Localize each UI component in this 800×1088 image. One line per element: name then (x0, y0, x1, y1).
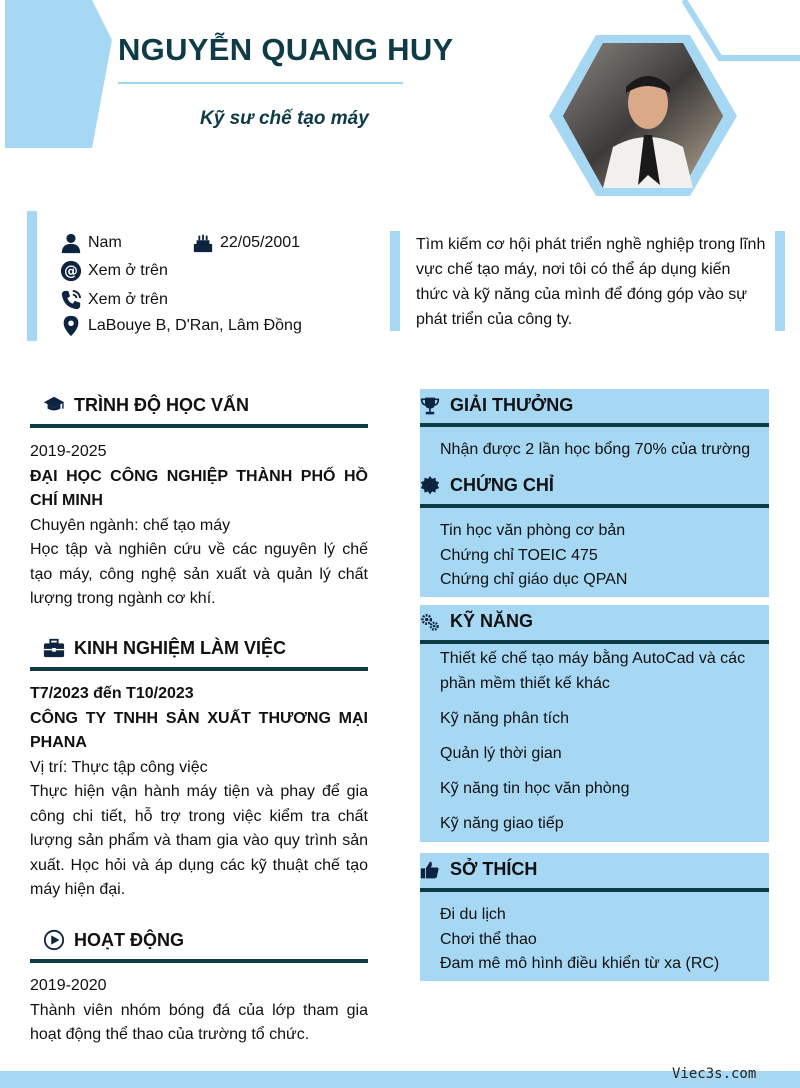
certificates-rule (420, 504, 769, 508)
education-description: Học tập và nghiên cứu về các nguyên lý chế tạo máy, công nghệ sản xuất và quản lý chất lượng trong ngành cơ khí. (30, 541, 368, 607)
list-item: Chứng chỉ TOEIC 475 (440, 546, 598, 564)
education-period: 2019-2025 (30, 443, 107, 460)
activities-rule (30, 959, 368, 963)
activities-heading (43, 929, 184, 951)
play-circle-icon (43, 929, 65, 951)
skills-heading (420, 611, 533, 632)
experience-period: T7/2023 đến T10/2023 (30, 685, 194, 702)
education-rule (30, 424, 368, 428)
experience-body (30, 682, 368, 903)
skills-list (440, 646, 770, 836)
gears-icon (420, 612, 440, 632)
map-pin-icon (60, 315, 82, 337)
contact-email (60, 260, 168, 282)
briefcase-icon (43, 637, 65, 659)
activities-title: HOẠT ĐỘNG (74, 929, 184, 950)
footer-watermark: Viec3s.com (672, 1066, 757, 1082)
awards-rule (420, 423, 769, 427)
education-title: TRÌNH ĐỘ HỌC VẤN (74, 394, 249, 415)
activities-period: 2019-2020 (30, 977, 107, 994)
candidate-name: NGUYỄN QUANG HUY (118, 32, 454, 67)
list-item: Quản lý thời gian (440, 745, 562, 762)
list-item: Kỹ năng phân tích (440, 710, 569, 727)
thumbs-up-icon (420, 860, 440, 880)
contact-gender (60, 232, 122, 254)
experience-heading (43, 637, 286, 659)
job-title: Kỹ sư chế tạo máy (200, 108, 369, 129)
hobbies-list (440, 903, 770, 977)
person-icon (60, 232, 82, 254)
education-heading (43, 394, 249, 416)
gender-value: Nam (88, 234, 122, 251)
badge-icon (420, 476, 440, 496)
list-item: Chơi thể thao (440, 930, 537, 948)
list-item: Thiết kế chế tạo máy bằng AutoCad và các phần mềm thiết kế khác (440, 650, 746, 692)
list-item: Chứng chỉ giáo dục QPAN (440, 571, 628, 588)
certificates-title: CHỨNG CHỈ (450, 475, 554, 495)
hobbies-rule (420, 888, 769, 892)
experience-position: Vị trí: Thực tập công việc (30, 758, 208, 776)
list-item: Đi du lịch (440, 906, 506, 923)
education-body (30, 440, 368, 612)
skills-rule (420, 640, 769, 644)
skills-title: KỸ NĂNG (450, 611, 534, 631)
phone-value: Xem ở trên (88, 291, 168, 308)
awards-heading (420, 395, 573, 416)
awards-list (440, 441, 770, 459)
at-icon (60, 260, 82, 282)
list-item: Tin học văn phòng cơ bản (440, 522, 626, 539)
list-item: Nhận được 2 lần học bổng 70% của trường (440, 441, 751, 458)
trophy-icon (420, 396, 440, 416)
cake-icon (192, 232, 214, 254)
certificates-list (440, 519, 770, 593)
list-item: Đam mê mô hình điều khiển từ xa (RC) (440, 955, 720, 972)
svg-text:@: @ (64, 263, 78, 280)
activities-description: Thành viên nhóm bóng đá của lớp tham gia hoạt động thể thao của trường tổ chức. (30, 1001, 368, 1043)
education-school: ĐẠI HỌC CÔNG NGHIỆP THÀNH PHỐ HỒ CHÍ MINH (30, 467, 368, 509)
list-item: Kỹ năng giao tiếp (440, 815, 564, 832)
experience-description: Thực hiện vận hành máy tiện và phay để gia công chi tiết, hỗ trợ trong việc kiểm tra chất lượng sản phẩm và tham gia vào quy trình sản xuất. Học hỏi và áp dụng các kỹ thuật chế tạo máy hiện đại. (30, 783, 368, 898)
education-major: Chuyên ngành: chế tạo máy (30, 516, 231, 534)
phone-icon (60, 289, 82, 311)
graduation-cap-icon (43, 394, 65, 416)
experience-company: CÔNG TY TNHH SẢN XUẤT THƯƠNG MẠI PHANA (30, 709, 368, 751)
list-item: Kỹ năng tin học văn phòng (440, 780, 630, 797)
hobbies-title: SỞ THÍCH (450, 859, 538, 879)
email-value: Xem ở trên (88, 262, 168, 279)
contact-birthday (192, 232, 300, 254)
top-left-decoration (0, 0, 115, 150)
birthday-value: 22/05/2001 (220, 234, 301, 251)
contact-phone (60, 289, 168, 311)
contact-address (60, 315, 302, 337)
address-value: LaBouye B, D'Ran, Lâm Đồng (88, 317, 302, 334)
name-underline (118, 82, 403, 84)
experience-title: KINH NGHIỆM LÀM VIỆC (74, 637, 287, 658)
hobbies-heading (420, 859, 537, 880)
activities-body (30, 974, 368, 1048)
career-objective: Tìm kiếm cơ hội phát triển nghề nghiệp trong lĩnh vực chế tạo máy, nơi tôi có thể áp dụng kiến thức và kỹ năng của mình để đóng góp vào sự phát triển của công ty. (416, 236, 766, 328)
awards-title: GIẢI THƯỞNG (450, 395, 574, 415)
objective-accent-left (390, 231, 400, 331)
certificates-heading (420, 475, 554, 496)
photo-hex-frame (548, 35, 738, 197)
contact-accent-bar (27, 211, 37, 341)
objective-accent-right (775, 231, 785, 331)
experience-rule (30, 667, 368, 671)
